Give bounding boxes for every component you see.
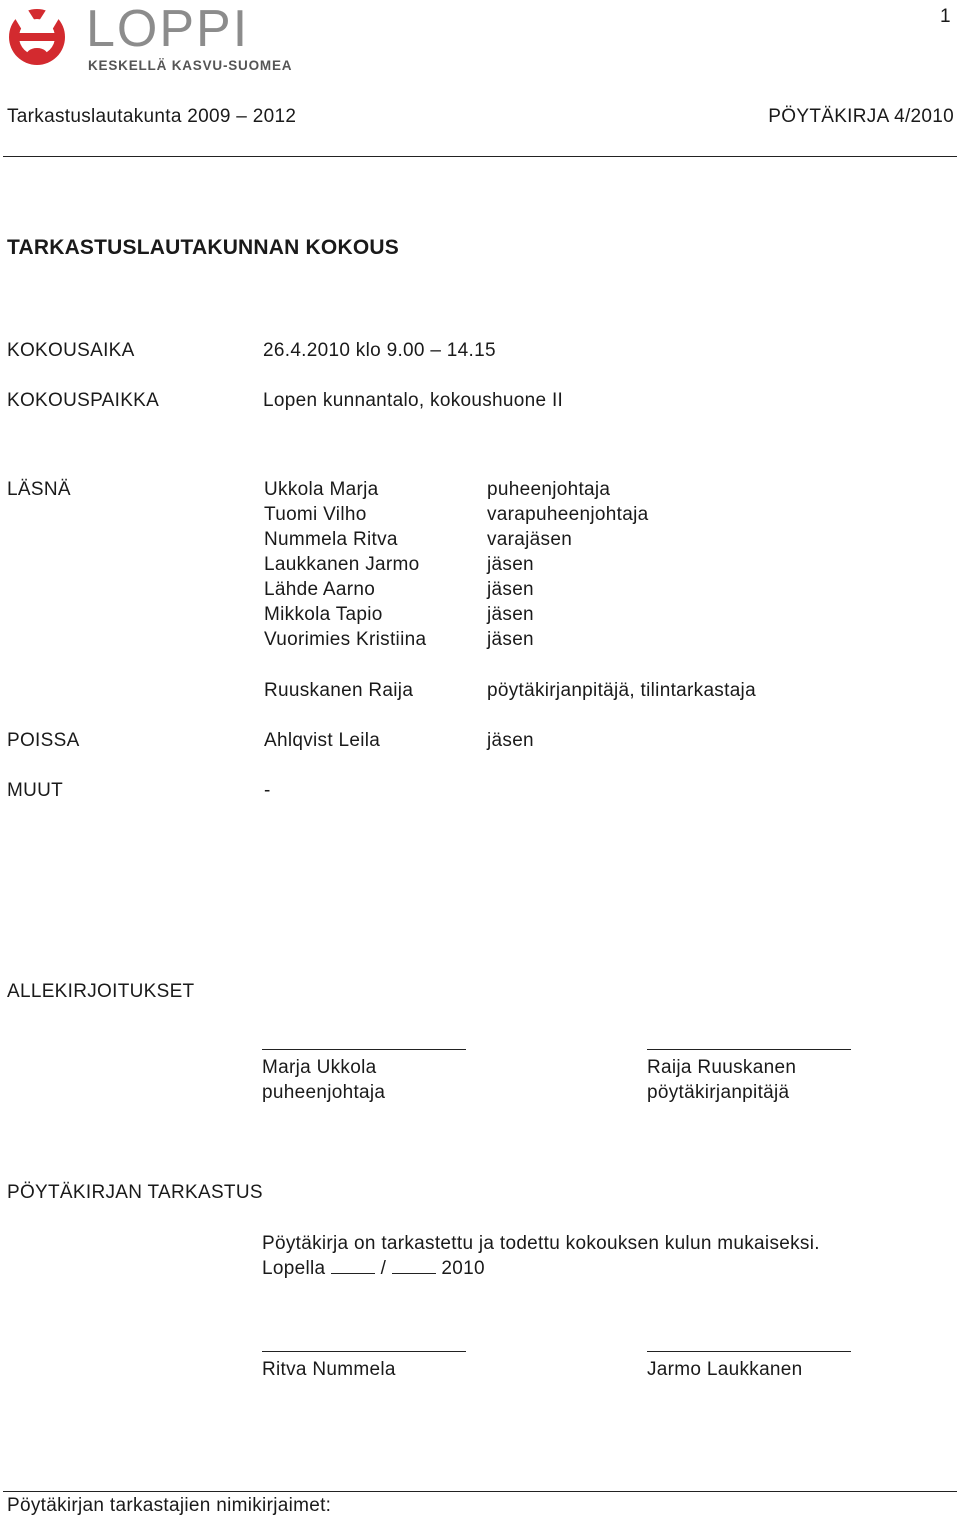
- logo-tagline: KESKELLÄ KASVU-SUOMEA: [88, 58, 293, 73]
- member-role: varapuheenjohtaja: [487, 504, 649, 525]
- meeting-place-label: KOKOUSPAIKKA: [7, 390, 160, 411]
- review-label: PÖYTÄKIRJAN TARKASTUS: [7, 1182, 263, 1203]
- review-statement: Pöytäkirja on tarkastettu ja todettu kokouksen kulun mukaiseksi.: [262, 1233, 820, 1254]
- member-name: Laukkanen Jarmo: [264, 554, 420, 575]
- others-value: -: [264, 780, 271, 801]
- review-year: 2010: [441, 1258, 485, 1279]
- others-label: MUUT: [7, 780, 64, 801]
- secretary-name: Ruuskanen Raija: [264, 680, 414, 701]
- reviewer-right-name: Jarmo Laukkanen: [647, 1359, 803, 1380]
- signature-left-name: Marja Ukkola: [262, 1057, 377, 1078]
- month-blank: [392, 1257, 436, 1274]
- member-role: jäsen: [487, 579, 534, 600]
- footer-initials-label: Pöytäkirjan tarkastajien nimikirjaimet:: [7, 1495, 332, 1516]
- absent-label: POISSA: [7, 730, 80, 751]
- logo-wordmark: LOPPI: [86, 2, 250, 58]
- header-right: PÖYTÄKIRJA 4/2010: [768, 106, 954, 127]
- day-blank: [331, 1257, 375, 1274]
- date-slash: /: [380, 1258, 387, 1279]
- member-role: jäsen: [487, 554, 534, 575]
- member-name: Mikkola Tapio: [264, 604, 383, 625]
- meeting-place-value: Lopen kunnantalo, kokoushuone II: [263, 390, 564, 411]
- member-name: Tuomi Vilho: [264, 504, 367, 525]
- absent-name: Ahlqvist Leila: [264, 730, 381, 751]
- review-place: Lopella: [262, 1258, 326, 1279]
- signature-line-secretary: [647, 1049, 851, 1050]
- document-title: TARKASTUSLAUTAKUNNAN KOKOUS: [7, 236, 399, 259]
- member-name: Lähde Aarno: [264, 579, 376, 600]
- signature-line-chair: [262, 1049, 466, 1050]
- present-label: LÄSNÄ: [7, 479, 71, 500]
- absent-role: jäsen: [487, 730, 534, 751]
- review-date-line: [262, 1256, 485, 1281]
- signature-right-role: pöytäkirjanpitäjä: [647, 1082, 790, 1103]
- secretary-role: pöytäkirjanpitäjä, tilintarkastaja: [487, 680, 756, 701]
- signatures-label: ALLEKIRJOITUKSET: [7, 981, 195, 1002]
- header-divider: [3, 156, 957, 157]
- loppi-emblem-icon: [6, 2, 296, 74]
- reviewer-left-name: Ritva Nummela: [262, 1359, 396, 1380]
- page-number: 1: [940, 6, 951, 27]
- member-role: varajäsen: [487, 529, 573, 550]
- signature-line-reviewer-1: [262, 1351, 466, 1352]
- loppi-logo: [6, 2, 296, 74]
- member-name: Vuorimies Kristiina: [264, 629, 427, 650]
- meeting-time-value: 26.4.2010 klo 9.00 – 14.15: [263, 340, 496, 361]
- member-role: puheenjohtaja: [487, 479, 611, 500]
- signature-line-reviewer-2: [647, 1351, 851, 1352]
- member-name: Nummela Ritva: [264, 529, 398, 550]
- member-role: jäsen: [487, 604, 534, 625]
- header-left: Tarkastuslautakunta 2009 – 2012: [7, 106, 297, 127]
- meeting-time-label: KOKOUSAIKA: [7, 340, 135, 361]
- member-role: jäsen: [487, 629, 534, 650]
- signature-left-role: puheenjohtaja: [262, 1082, 386, 1103]
- signature-right-name: Raija Ruuskanen: [647, 1057, 797, 1078]
- member-name: Ukkola Marja: [264, 479, 379, 500]
- footer-divider: [3, 1491, 957, 1492]
